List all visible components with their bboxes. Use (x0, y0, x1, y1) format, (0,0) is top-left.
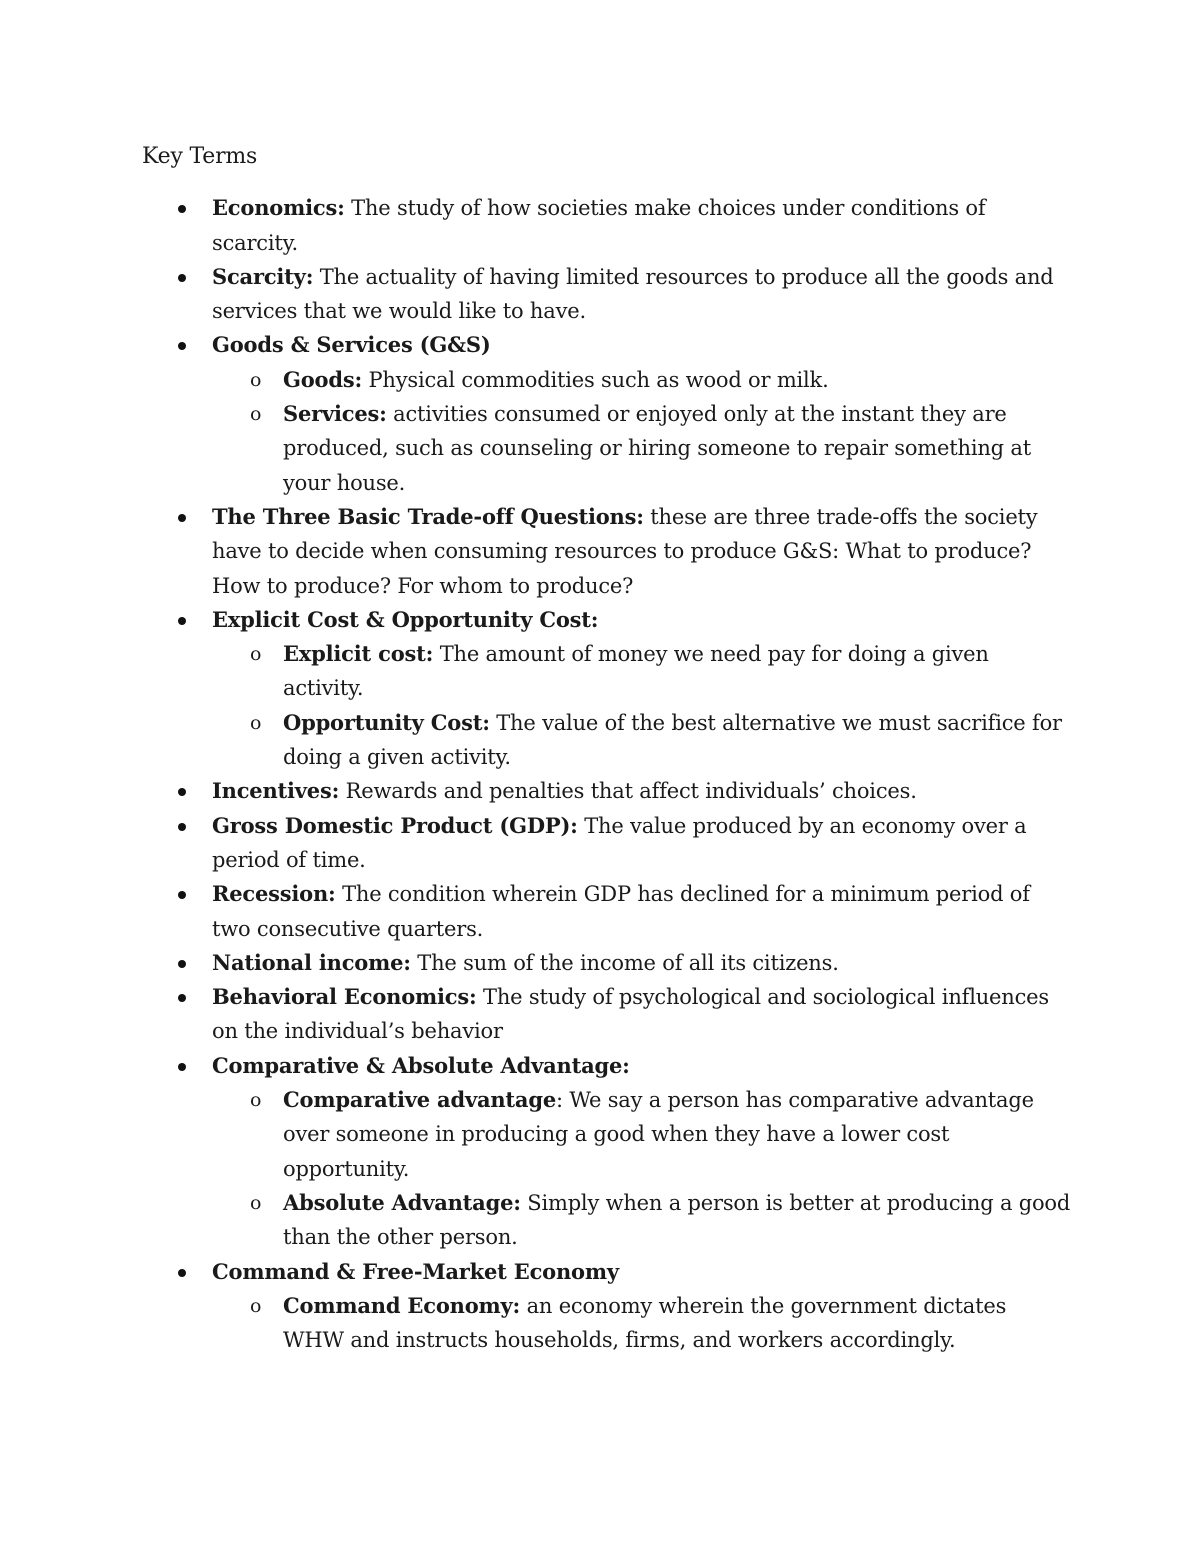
sub-term-label: Absolute Advantage: (283, 1189, 521, 1215)
bullet-icon (178, 274, 186, 282)
term-label: The Three Basic Trade-off Questions: (212, 503, 644, 529)
term-definition: The value produced by an economy over a period of time. (212, 813, 1027, 872)
term-label: Goods & Services (G&S) (212, 332, 491, 358)
term-label: Economics: (212, 195, 345, 221)
bullet-icon (178, 342, 186, 350)
term-definition: these are three trade-offs the society have to decide when consuming resources to produce G&S: What to produce? How to produce? For whom to produce? (212, 504, 1038, 598)
term-item (142, 774, 1072, 808)
document-page (142, 140, 1072, 1357)
sub-term-definition: The value of the best alternative we must sacrifice for doing a given activity. (283, 710, 1062, 770)
bullet-icon (178, 823, 186, 831)
sub-term-item (212, 363, 1072, 397)
bullet-icon (178, 617, 186, 625)
term-item (142, 328, 1072, 499)
sub-term-list (212, 1083, 1072, 1254)
term-label: Behavioral Economics: (212, 984, 477, 1010)
term-item (142, 191, 1072, 260)
term-definition: The actuality of having limited resources to produce all the goods and services that we would like to have. (212, 264, 1054, 324)
sub-term-label: Opportunity Cost: (283, 709, 490, 735)
term-item (142, 877, 1072, 946)
sub-term-item (212, 706, 1072, 775)
term-label: Incentives: (212, 778, 340, 804)
key-terms-list (142, 191, 1072, 1357)
sub-term-definition: Simply when a person is better at producing a good than the other person. (283, 1190, 1071, 1250)
term-label: Comparative & Absolute Advantage: (212, 1052, 630, 1078)
term-item (142, 946, 1072, 980)
term-definition: The sum of the income of all its citizens. (410, 950, 839, 975)
sub-term-label: Comparative advantage (283, 1087, 556, 1113)
bullet-icon (178, 960, 186, 968)
sub-term-label: Command Economy: (283, 1292, 521, 1318)
bullet-icon (178, 514, 186, 522)
term-label: Gross Domestic Product (GDP): (212, 812, 578, 838)
sub-term-label: Explicit cost: (283, 641, 434, 667)
term-item (142, 1049, 1072, 1255)
circle-bullet-icon: o (250, 368, 262, 391)
circle-bullet-icon: o (250, 711, 262, 734)
sub-term-definition: activities consumed or enjoyed only at the instant they are produced, such as counseling or hiring someone to repair something at your house. (283, 402, 1031, 495)
bullet-icon (178, 1269, 186, 1277)
term-label: Scarcity: (212, 263, 314, 289)
sub-term-item (212, 1083, 1072, 1186)
term-definition: The study of how societies make choices under conditions of scarcity. (212, 196, 986, 255)
sub-term-item (212, 1186, 1072, 1255)
circle-bullet-icon: o (250, 643, 262, 666)
term-definition: The study of psychological and sociological influences on the individual’s behavior (212, 985, 1049, 1044)
term-item (142, 603, 1072, 774)
bullet-icon (178, 891, 186, 899)
bullet-icon (178, 994, 186, 1002)
term-item (142, 260, 1072, 329)
sub-term-list (212, 637, 1072, 774)
bullet-icon (178, 205, 186, 213)
sub-term-list (212, 363, 1072, 500)
sub-term-list (212, 1289, 1072, 1358)
term-item (142, 980, 1072, 1049)
sub-term-definition: Physical commodities such as wood or milk. (362, 367, 829, 392)
sub-term-definition: an economy wherein the government dictates WHW and instructs households, firms, and workers accordingly. (283, 1293, 1007, 1353)
term-label: National income: (212, 949, 411, 975)
term-item (142, 500, 1072, 603)
term-label: Explicit Cost & Opportunity Cost: (212, 606, 599, 632)
term-item (142, 1255, 1072, 1358)
circle-bullet-icon: o (250, 1089, 262, 1112)
bullet-icon (178, 1063, 186, 1071)
sub-term-item (212, 397, 1072, 500)
sub-term-label: Goods: (283, 366, 363, 392)
circle-bullet-icon: o (250, 1191, 262, 1214)
term-label: Recession: (212, 881, 336, 907)
term-definition: The condition wherein GDP has declined for a minimum period of two consecutive quarters. (212, 882, 1030, 941)
circle-bullet-icon: o (250, 403, 262, 426)
sub-term-definition: : We say a person has comparative advantage over someone in producing a good when they have a lower cost opportunity. (283, 1088, 1034, 1181)
sub-term-item (212, 1289, 1072, 1358)
term-definition: Rewards and penalties that affect individuals’ choices. (339, 779, 917, 804)
term-item (142, 809, 1072, 878)
page-title: Key Terms (142, 144, 258, 169)
circle-bullet-icon: o (250, 1294, 262, 1317)
bullet-icon (178, 788, 186, 796)
term-label: Command & Free-Market Economy (212, 1258, 619, 1284)
sub-term-label: Services: (283, 401, 387, 427)
sub-term-definition: The amount of money we need pay for doing a given activity. (283, 642, 989, 701)
sub-term-item (212, 637, 1072, 706)
